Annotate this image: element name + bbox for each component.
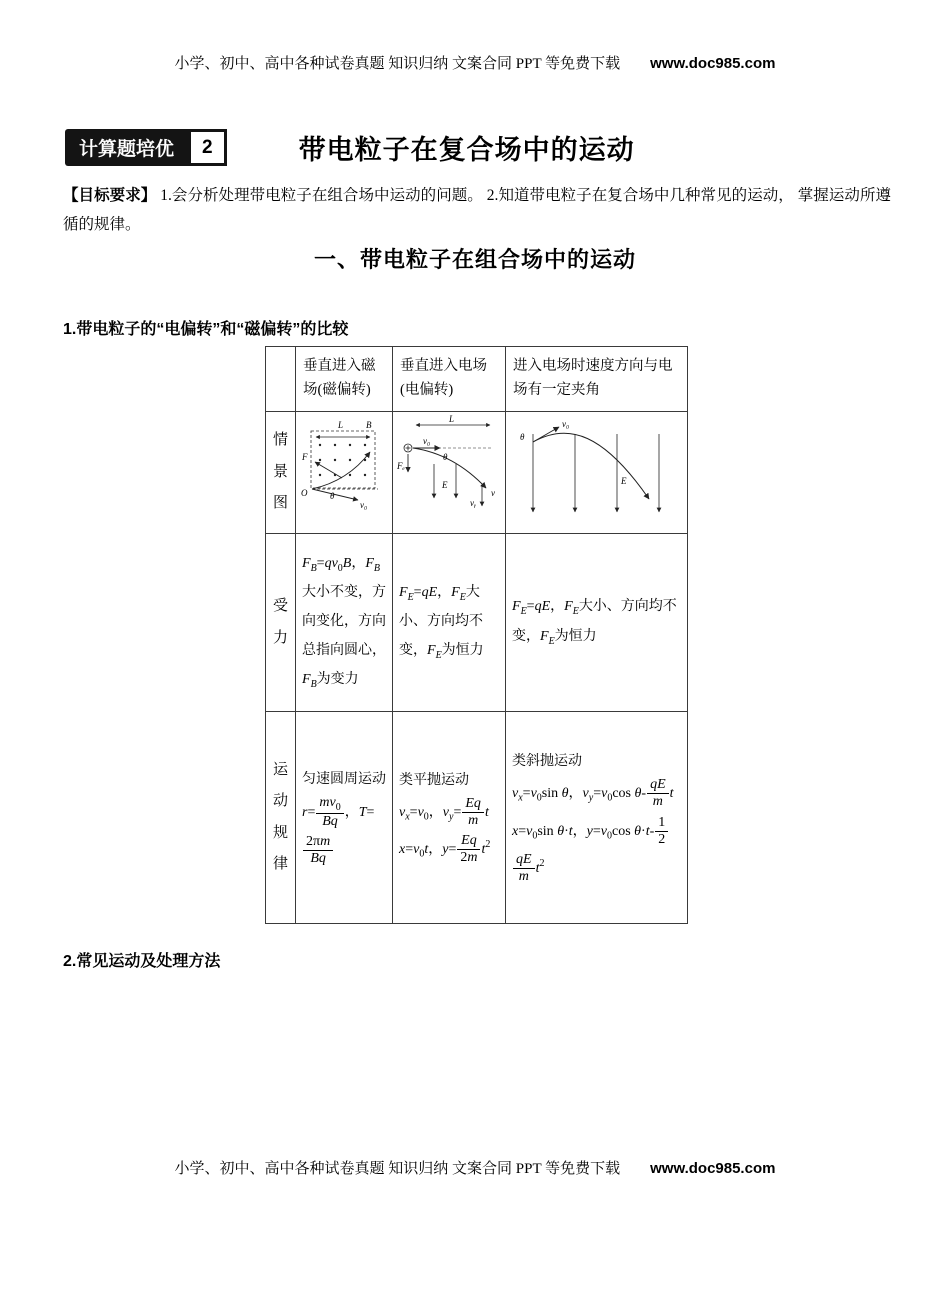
- label-theta: θ: [442, 452, 447, 462]
- footer-text: 小学、初中、高中各种试卷真题 知识归纳 文案合同 PPT 等免费下载: [174, 1161, 621, 1177]
- row-header-scene: [266, 412, 296, 534]
- force-cell-magnetic: $F_B=qv_0B$，$F_B$大小不变，方向变化，方向总指向圆心，$F_B$为变力: [296, 534, 393, 712]
- label-E: E: [620, 476, 626, 486]
- row-header-motion-label: 运动规律: [272, 761, 288, 872]
- motion-cell-electric: 类平抛运动 $v_x=v_0$，$v_y=$ $\frac{Eq}{m}$ t $x=v_0t$，y= $\frac{Eq}{2m}$ $t^2$: [393, 712, 506, 924]
- label-F: F: [302, 452, 308, 462]
- label-L: L: [448, 414, 454, 424]
- electric-deflection-figure: [396, 414, 503, 526]
- page-header: [0, 52, 950, 73]
- objective-text: 1.会分析处理带电粒子在组合场中运动的问题。 2.知道带电粒子在复合场中几种常见的运动， 掌握运动所遵循的规律。: [63, 187, 892, 234]
- page-title: 带电粒子在复合场中的运动: [298, 135, 635, 165]
- header-text: 小学、初中、高中各种试卷真题 知识归纳 文案合同 PPT 等免费下载: [174, 56, 621, 72]
- row-header-motion: [266, 712, 296, 924]
- col-header-angle: 进入电场时速度方向与电场有一定夹角: [506, 347, 688, 412]
- label-theta: θ: [330, 491, 335, 501]
- label-v0: v₀: [561, 419, 569, 429]
- comparison-table: [265, 346, 688, 924]
- label-L: L: [338, 420, 344, 430]
- force-cell-angle: $F_E=qE$，$F_E$大小、方向均不变，$F_E$为恒力: [506, 534, 688, 712]
- figure-cell-angle: [506, 412, 688, 534]
- sub-heading-comparison: 1.带电粒子的“电偏转”和“磁偏转”的比较: [63, 321, 349, 338]
- sub-heading-common-motion: 2.常见运动及处理方法: [63, 953, 221, 970]
- header-site-url: www.doc985.com: [650, 55, 776, 72]
- angled-entry-figure: [509, 414, 685, 526]
- label-theta: θ: [519, 432, 524, 442]
- label-v: v: [490, 488, 495, 498]
- label-FE: Fₑ: [396, 461, 405, 471]
- figure-cell-magnetic: [296, 412, 393, 534]
- label-B: B: [366, 420, 372, 430]
- label-O: O: [301, 488, 308, 498]
- row-header-force-label: 受力: [272, 598, 288, 646]
- page-footer: [0, 1157, 950, 1178]
- magnetic-deflection-figure: [298, 414, 390, 526]
- title-row: [65, 128, 635, 167]
- comparison-table-wrap: [265, 346, 688, 924]
- objective-label: 【目标要求】: [63, 187, 157, 204]
- label-v0: v₀: [360, 500, 368, 510]
- badge-label: 计算题培优: [65, 129, 188, 166]
- row-header-scene-label: 情景图: [272, 432, 288, 512]
- row-header-force: [266, 534, 296, 712]
- col-header-electric: 垂直进入电场(电偏转): [393, 347, 506, 412]
- motion-cell-magnetic: 匀速圆周运动 r= $\frac{mv_0}{Bq}$ ，T= $\frac{2\pi m}{Bq}$: [296, 712, 393, 924]
- label-v0: v₀: [422, 436, 430, 446]
- objective-paragraph: [63, 181, 891, 240]
- label-E: E: [441, 480, 447, 490]
- label-vy: vᵧ: [469, 498, 476, 508]
- col-header-magnetic: 垂直进入磁场(磁偏转): [296, 347, 393, 412]
- corner-cell: [266, 347, 296, 412]
- motion-cell-angle: 类斜抛运动 $v_x=v_0\sin$ θ，$v_y=v_0\cos$ θ- $\frac{qE}{m}$ t $x=v_0\sin$ θ·t，$y=v_0\cos$ θ·t- $\frac{1}{2}$ $\frac{qE}{m}$ $t^2$: [506, 712, 688, 924]
- force-cell-electric: $F_E=qE$，$F_E$大小、方向均不变，$F_E$为恒力: [393, 534, 506, 712]
- footer-site-url: www.doc985.com: [650, 1160, 776, 1177]
- badge-number: 2: [188, 129, 227, 166]
- section-badge: [65, 129, 227, 166]
- figure-cell-electric: [393, 412, 506, 534]
- section-heading: 一、带电粒子在组合场中的运动: [313, 247, 636, 272]
